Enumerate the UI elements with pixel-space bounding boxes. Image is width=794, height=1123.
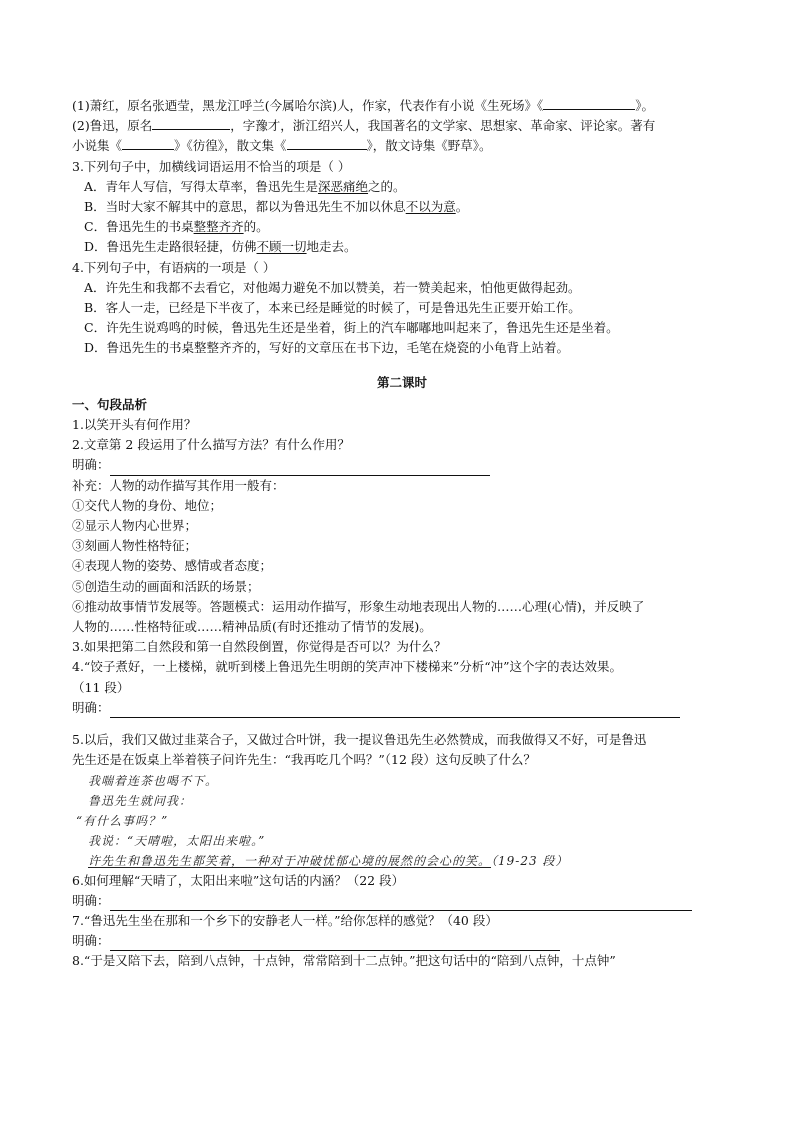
l2-q4-cont: （11 段）: [72, 679, 130, 695]
q3-a-underlined: 深恶痛绝: [318, 178, 369, 194]
l2-q5: 5.以后，我们又做过韭菜合子，又做过合叶饼，我一提议鲁迅先生必然赞成，而我做得又不好，可是鲁迅: [72, 732, 647, 748]
supplement-item: ③刻画人物性格特征；: [72, 538, 198, 554]
lesson-title: 第二课时: [376, 374, 427, 390]
l2-q2: 2.文章第 2 段运用了什么描写方法？有什么作用？: [72, 437, 350, 453]
l2-q5-cont: 先生还是在饭桌上举着筷子问许先生：“我再吃几个吗？”（12 段）这句反映了什么？: [72, 752, 536, 768]
q4-option-d: D．鲁迅先生的书桌整整齐齐的，写好的文章压在书下边，毛笔在烧瓷的小龟背上站着。: [84, 340, 570, 356]
q2-2-text-e: 》，散文诗集《野草》。: [366, 138, 492, 154]
answer-blank[interactable]: [110, 463, 490, 476]
q2-2-text-b: ，字豫才，浙江绍兴人，我国著名的文学家、思想家、革命家、评论家。著有: [230, 118, 656, 134]
answer-label: 明确：: [72, 892, 110, 908]
answer-blank[interactable]: [110, 938, 560, 951]
q3-c-pre: C．鲁迅先生的书桌: [84, 219, 194, 235]
q3-option-d: [72, 237, 732, 257]
answer-row: [72, 931, 732, 951]
q4-option-a: A．许先生和我都不去看它，对他竭力避免不加以赞美，若一赞美起来，怕他更做得起劲。: [84, 279, 581, 295]
answer-label: 明确：: [72, 457, 110, 473]
l2-q1: 1.以笑开头有何作用？: [72, 417, 197, 433]
answer-blank[interactable]: [543, 97, 635, 110]
supplement-heading: 补充：人物的动作描写其作用一般有：: [72, 477, 285, 493]
q2-2-text-c: 小说集《: [72, 138, 123, 154]
l2-q6: 6.如何理解“天晴了，太阳出来啦”这句话的内涵？（22 段）: [72, 872, 405, 888]
answer-row: [72, 891, 732, 911]
q3-a-pre: A．青年人写信，写得太草率，鲁迅先生是: [84, 178, 319, 194]
q2-1-line: [72, 96, 732, 116]
q3-b-underlined: 不以为意: [405, 199, 456, 215]
q3-b-pre: B．当时大家不解其中的意思，都以为鲁迅先生不加以休息: [84, 199, 406, 215]
q3-option-c: [72, 217, 732, 237]
l2-q7: 7.“鲁迅先生坐在那和一个乡下的安静老人一样。”给你怎样的感觉？（40 段）: [72, 912, 498, 928]
answer-blank[interactable]: [110, 705, 680, 718]
supplement-item: ①交代人物的身份、地位；: [72, 497, 223, 513]
q3-option-a: [72, 177, 732, 197]
excerpt-line: 鲁迅先生就问我：: [88, 793, 193, 808]
q3-d-pre: D．鲁迅先生走路很轻捷，仿佛: [84, 239, 257, 255]
l2-q4: 4.“饺子煮好，一上楼梯，就听到楼上鲁迅先生明朗的笑声冲下楼梯来”分析“冲”这个字的表达效果。: [72, 659, 622, 675]
q3-c-post: 的。: [243, 219, 269, 235]
supplement-item: ②显示人物内心世界；: [72, 518, 198, 534]
supplement-item: ④表现人物的姿势、感情或者态度；: [72, 558, 273, 574]
q3-a-post: 之的。: [368, 178, 406, 194]
answer-label: 明确：: [72, 699, 110, 715]
answer-blank[interactable]: [122, 137, 174, 150]
document-page: [72, 96, 732, 972]
supplement-item-cont: 人物的……性格特征或……精神品质(有时还推动了情节的发展)。: [72, 619, 432, 635]
excerpt-line: 我喘着连茶也喝不下。: [88, 773, 219, 788]
q3-d-underlined: 不顾一切: [256, 239, 307, 255]
q3-d-post: 地走去。: [306, 239, 357, 255]
q3-c-underlined: 整整齐齐: [193, 219, 244, 235]
answer-row: [72, 698, 732, 718]
q2-2-line: [72, 116, 732, 136]
q2-2-line-cont: [72, 136, 732, 156]
answer-label: 明确：: [72, 933, 110, 949]
l2-q8: 8.“于是又陪下去，陪到八点钟，十点钟，常常陪到十二点钟。”把这句话中的“陪到八点钟，十点钟”: [72, 953, 616, 969]
answer-blank[interactable]: [287, 137, 367, 150]
q4-stem: 4.下列句子中，有语病的一项是（ ）: [72, 259, 276, 275]
excerpt-line: “有什么事吗？”: [76, 813, 169, 828]
q2-1-text-b: 》。: [635, 98, 654, 113]
excerpt-line: 我说：“天晴啦，太阳出来啦。”: [88, 833, 266, 848]
supplement-item: ⑥推动故事情节发展等。答题模式：运用动作描写，形象生动地表现出人物的……心理(心情)，并反映了: [72, 598, 645, 614]
q4-option-c: C．许先生说鸡鸣的时候，鲁迅先生还是坐着，街上的汽车嘟嘟地叫起来了，鲁迅先生还是坐着。: [84, 320, 619, 336]
q3-option-b: [72, 197, 732, 217]
q2-2-text-a: (2)鲁迅，原名: [72, 118, 153, 134]
q2-1-text-a: (1)萧红，原名张迺莹，黑龙江呼兰(今属哈尔滨)人，作家，代表作有小说《生死场》《: [72, 98, 544, 113]
section-heading: 一、句段品析: [72, 396, 148, 412]
q3-stem: 3.下列句子中，加横线词语运用不恰当的项是（ ）: [72, 158, 351, 174]
excerpt-underlined: 许先生和鲁迅先生都笑着，一种对于冲破忧郁心境的展然的会心的笑。: [88, 853, 492, 868]
excerpt-ref: （19-23 段）: [491, 853, 569, 868]
excerpt-line: [72, 851, 732, 871]
q2-2-text-d: 》《彷徨》，散文集《: [174, 138, 287, 154]
q4-option-b: B．客人一走，已经是下半夜了，本来已经是睡觉的时候了，可是鲁迅先生正要开始工作。: [84, 300, 581, 316]
l2-q3: 3.如果把第二自然段和第一自然段倒置，你觉得是否可以？为什么？: [72, 639, 447, 655]
answer-row: [72, 455, 732, 475]
answer-blank[interactable]: [152, 117, 230, 130]
supplement-item: ⑤创造生动的画面和活跃的场景；: [72, 578, 260, 594]
answer-blank[interactable]: [110, 898, 692, 911]
q3-b-post: 。: [455, 199, 469, 215]
